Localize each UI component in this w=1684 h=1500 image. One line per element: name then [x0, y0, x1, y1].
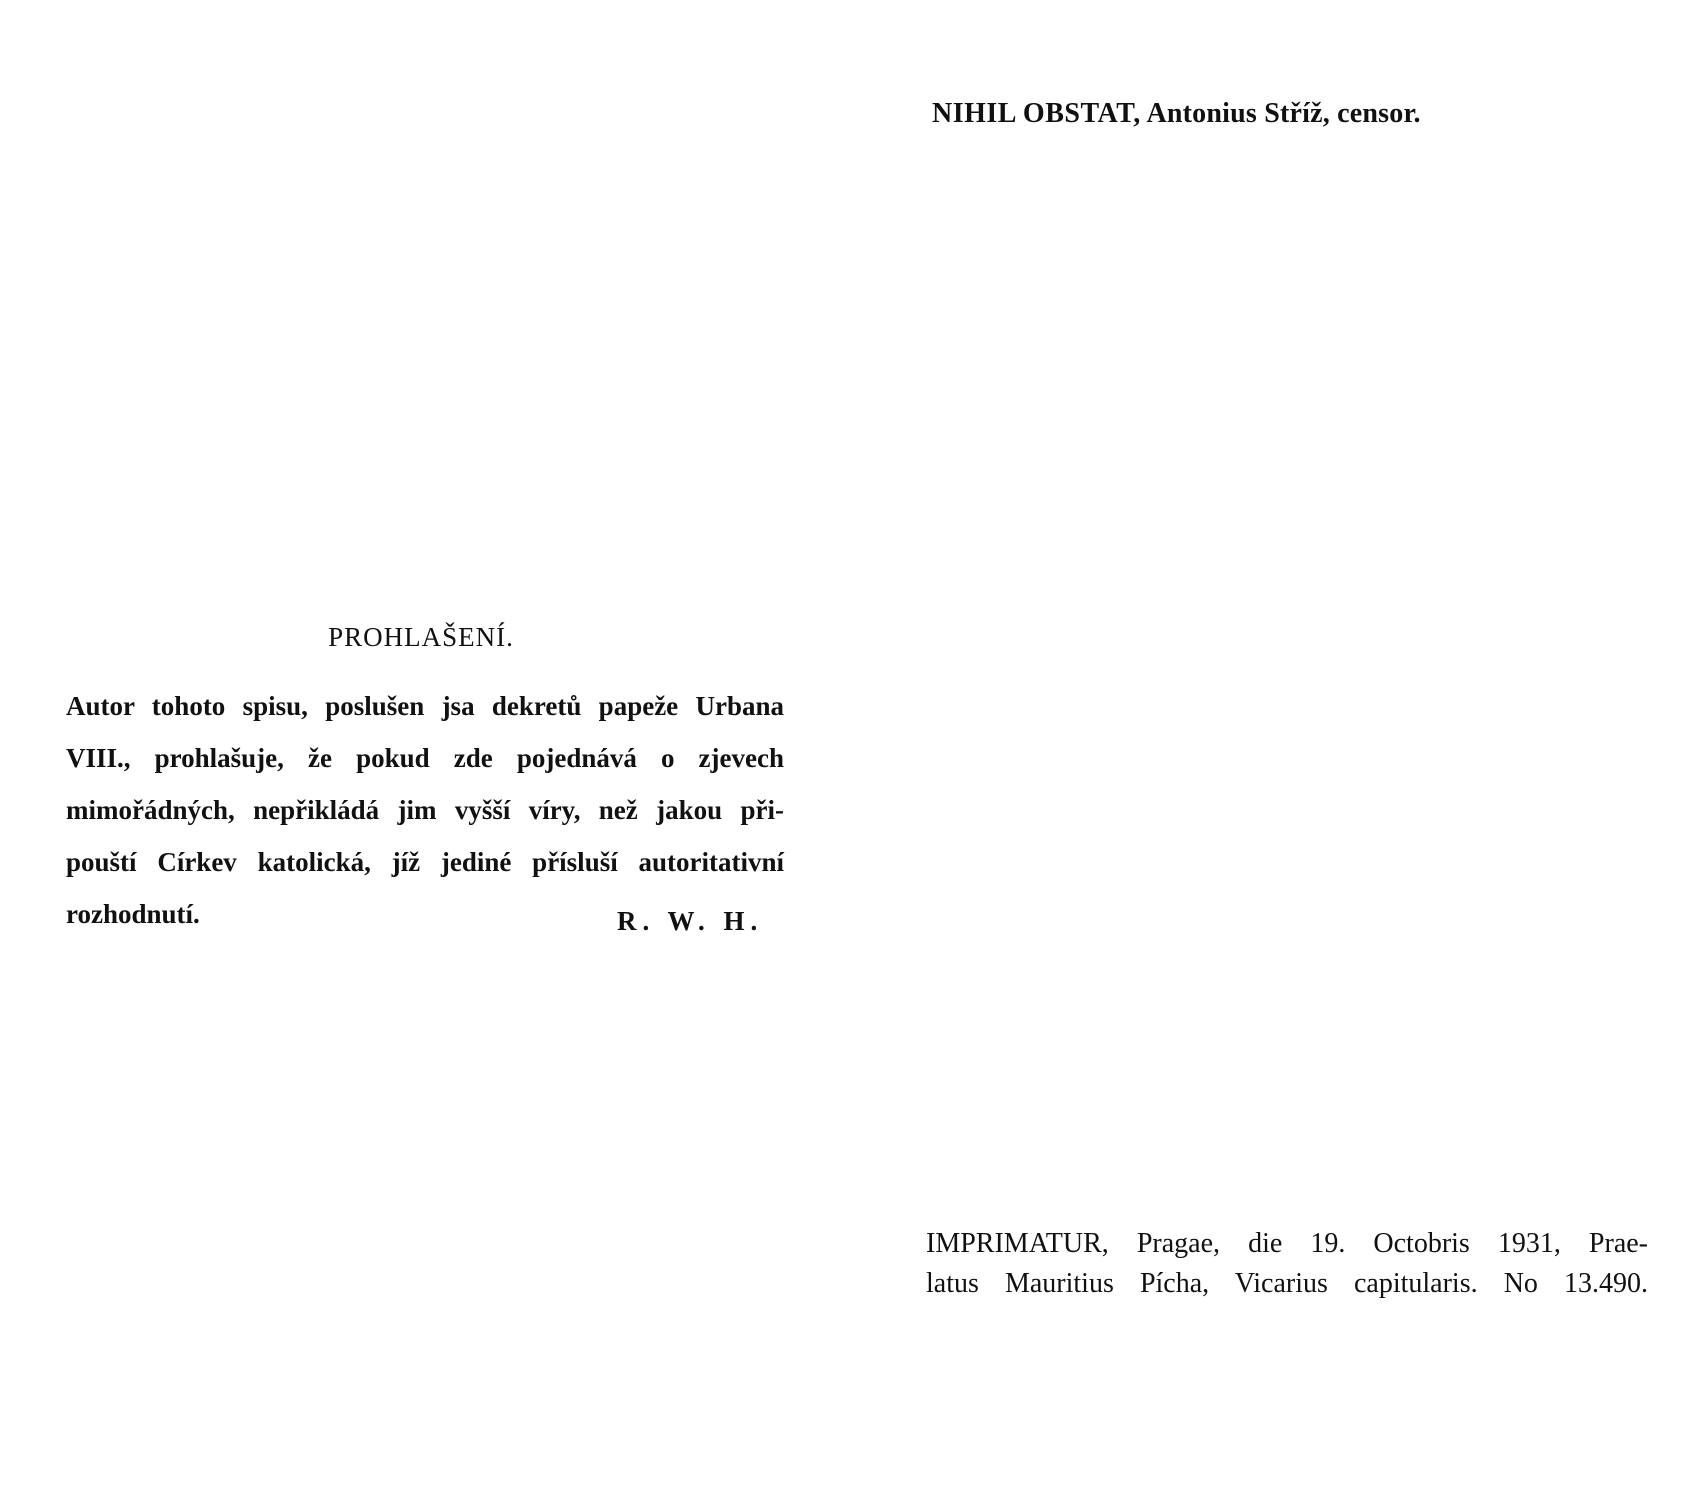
declaration-line: VIII., prohlašuje, že pokud zde pojednává o zjevech	[66, 743, 784, 773]
imprimatur	[926, 1224, 1648, 1304]
declaration-line: Autor tohoto spisu, poslušen jsa dekretů papeže Urbana	[66, 691, 784, 721]
censor-role: censor.	[1337, 98, 1421, 129]
declaration-title: PROHLAŠENÍ.	[328, 622, 514, 652]
author-signature: R. W. H.	[617, 906, 764, 936]
declaration-body	[66, 680, 784, 940]
declaration-line: pouští Církev katolická, jíž jediné přísluší autoritativní	[66, 847, 784, 877]
imprimatur-line: latus Mauritius Pícha, Vicarius capitularis. No 13.490.	[926, 1268, 1648, 1299]
nihil-obstat-label: NIHIL OBSTAT,	[932, 98, 1141, 129]
censor-name: Antonius Stříž,	[1146, 98, 1330, 129]
right-page	[842, 0, 1684, 1500]
declaration-line: rozhodnutí.	[66, 899, 200, 929]
declaration-line: mimořádných, nepřikládá jim vyšší víry, než jakou při-	[66, 795, 784, 825]
imprimatur-line: IMPRIMATUR, Pragae, die 19. Octobris 1931, Prae-	[926, 1228, 1648, 1259]
nihil-obstat	[932, 98, 1421, 130]
